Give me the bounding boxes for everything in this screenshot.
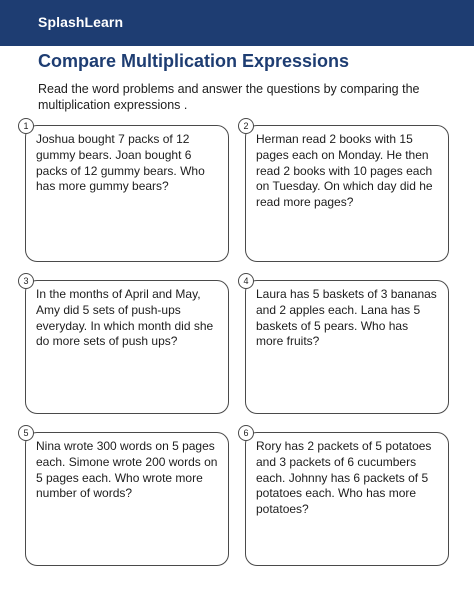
question-box-3	[23, 276, 229, 414]
question-number-3: 3	[18, 273, 34, 289]
question-number-4: 4	[238, 273, 254, 289]
question-box-1	[23, 121, 229, 262]
brand-header	[0, 0, 474, 46]
question-box-4	[243, 276, 449, 414]
question-number-1: 1	[18, 118, 34, 134]
question-text-4: Laura has 5 baskets of 3 bananas and 2 apples each. Lana has 5 baskets of 5 pears. Who has more fruits?	[256, 287, 437, 349]
question-number-6: 6	[238, 425, 254, 441]
question-text-3: In the months of April and May, Amy did 5 sets of push-ups everyday. In which month did she do more sets of push ups?	[36, 287, 214, 349]
instructions: Read the word problems and answer the questions by comparing the multiplication expressions .	[38, 82, 420, 112]
question-text-1: Joshua bought 7 packs of 12 gummy bears. Joan bought 6 packs of 12 gummy bears. Who has more gummy bears?	[36, 132, 205, 194]
question-box-5	[23, 428, 229, 566]
worksheet-title: Compare Multiplication Expressions	[38, 51, 350, 71]
question-text-5: Nina wrote 300 words on 5 pages each. Simone wrote 200 words on 5 pages each. Who wrote more number of words?	[36, 439, 218, 501]
question-box-2	[243, 121, 449, 262]
splashlearn-logo: SplashLearn	[38, 14, 124, 30]
question-number-2: 2	[238, 118, 254, 134]
question-text-2: Herman read 2 books with 15 pages each on Monday. He then read 2 books with 10 pages each on Tuesday. On which day did he read more pages?	[256, 132, 433, 210]
question-box-6	[243, 428, 449, 566]
question-number-5: 5	[18, 425, 34, 441]
question-text-6: Rory has 2 packets of 5 potatoes and 3 packets of 6 cucumbers each. Johnny has 6 packets of 5 potatoes each. Who has more potatoes?	[256, 439, 432, 517]
